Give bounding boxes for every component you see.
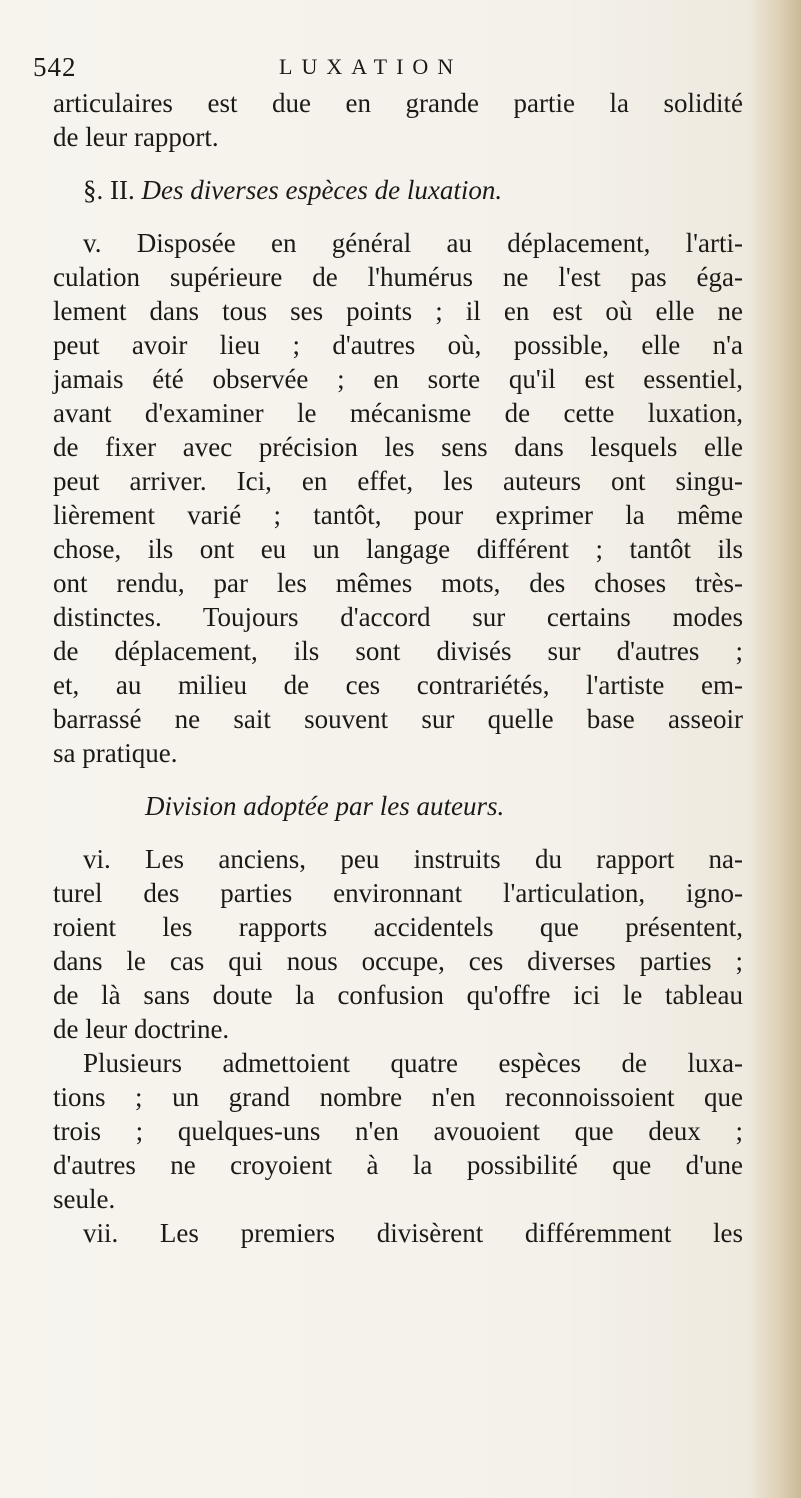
text-line: Plusieurs admettoient quatre espèces de luxa- <box>83 1048 743 1078</box>
text-line: et, au milieu de ces contrariétés, l'artiste em- <box>53 670 743 700</box>
text-line: roient les rapports accidentels que présentent, <box>53 912 743 942</box>
text-line: lièrement varié ; tantôt, pour exprimer la même <box>53 500 743 530</box>
text-line: seule. <box>53 1184 116 1214</box>
running-title: LUXATION <box>279 54 463 79</box>
section-title: Des diverses espèces de luxation. <box>141 175 503 205</box>
text-line: vi. Les anciens, peu instruits du rapport na- <box>83 844 743 874</box>
text-line: peut avoir lieu ; d'autres où, possible, elle n'a <box>53 330 743 360</box>
text-line: d'autres ne croyoient à la possibilité que d'une <box>53 1150 743 1180</box>
text-line: turel des parties environnant l'articulation, igno- <box>53 878 743 908</box>
text-line: chose, ils ont eu un langage différent ; tantôt ils <box>53 534 743 564</box>
text-line: tions ; un grand nombre n'en reconnoissoient que <box>53 1082 743 1112</box>
text-line: v. Disposée en général au déplacement, l'arti- <box>83 228 743 258</box>
page-edge-shadow <box>749 0 801 1498</box>
text-line: culation supérieure de l'humérus ne l'est pas éga- <box>53 262 743 292</box>
text-line: de fixer avec précision les sens dans lesquels elle <box>53 432 743 462</box>
text-line: distinctes. Toujours d'accord sur certains modes <box>53 602 743 632</box>
text-line: de là sans doute la confusion qu'offre ici le tableau <box>53 980 743 1010</box>
text-line: peut arriver. Ici, en effet, les auteurs ont singu- <box>53 466 743 496</box>
text-line: de déplacement, ils sont divisés sur d'autres ; <box>53 636 743 666</box>
text-line: sa pratique. <box>53 738 178 768</box>
section-mark: §. II. <box>83 175 135 205</box>
text-line: trois ; quelques-uns n'en avouoient que deux ; <box>53 1116 743 1146</box>
text-line: de leur rapport. <box>53 122 219 152</box>
text-line: lement dans tous ses points ; il en est où elle ne <box>53 296 743 326</box>
text-line: vii. Les premiers divisèrent différemment les <box>83 1218 743 1248</box>
text-line: dans le cas qui nous occupe, ces diverses parties ; <box>53 946 743 976</box>
text-line: barrassé ne sait souvent sur quelle base asseoir <box>53 704 743 734</box>
text-line: articulaires est due en grande partie la solidité <box>53 88 743 118</box>
subsection-title: Division adoptée par les auteurs. <box>145 791 505 821</box>
text-line: ont rendu, par les mêmes mots, des choses très- <box>53 568 743 598</box>
page-number: 542 <box>33 52 77 82</box>
text-block <box>53 86 743 1250</box>
section-heading <box>53 154 743 226</box>
text-line: jamais été observée ; en sorte qu'il est essentiel, <box>53 364 743 394</box>
text-line: avant d'examiner le mécanisme de cette luxation, <box>53 398 743 428</box>
text-line: de leur doctrine. <box>53 1014 230 1044</box>
